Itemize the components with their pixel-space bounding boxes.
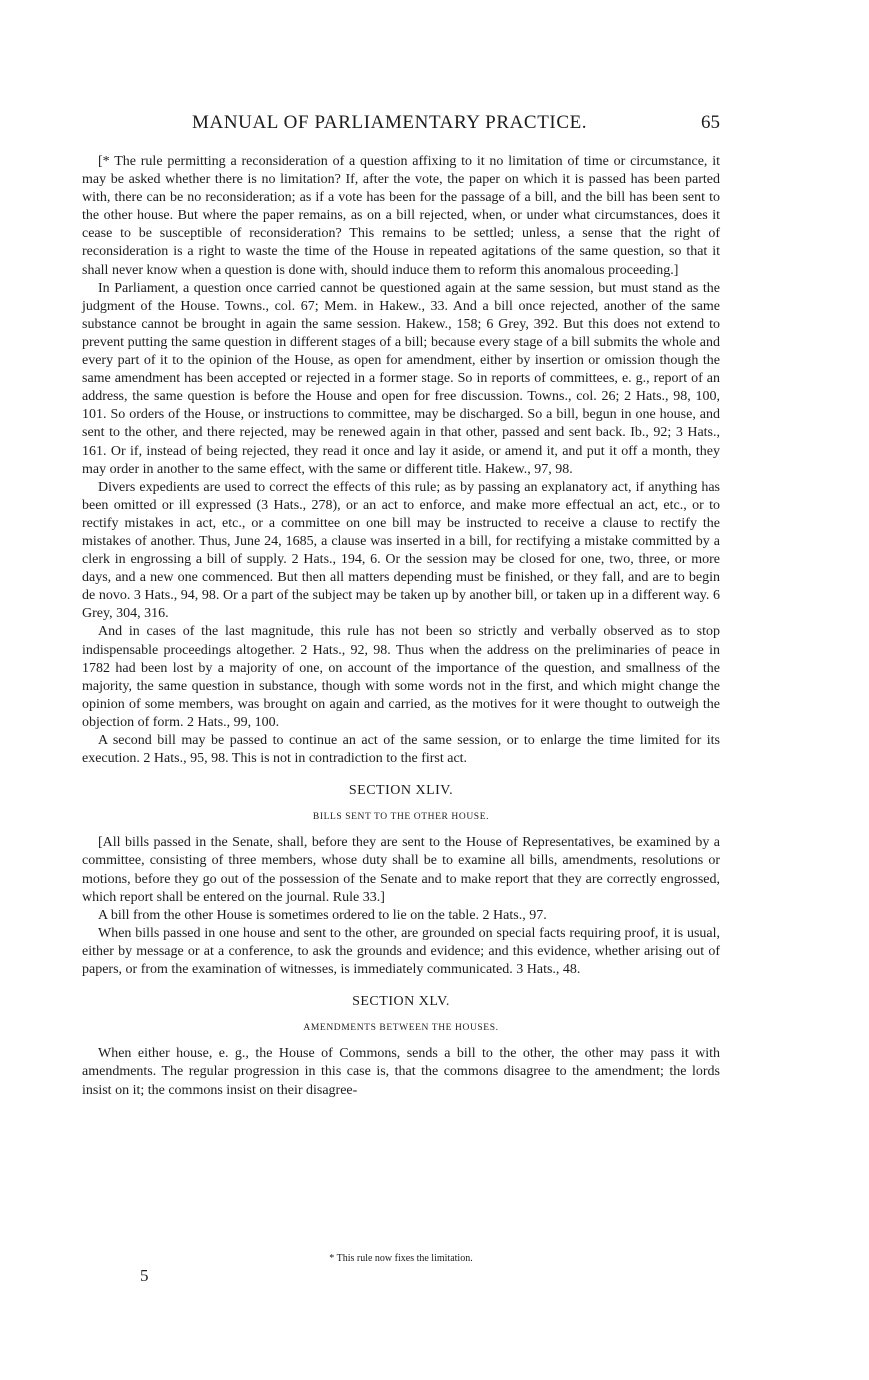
page-number: 65: [701, 112, 720, 133]
section-xliv-subheading: BILLS SENT TO THE OTHER HOUSE.: [312, 812, 490, 823]
paragraph-divers-expedients: Divers expedients are used to correct the effects of this rule; as by passing an explanatory act, if anything has been omitted or ill expressed (3 Hats., 278), or an act to enforce, and make more effectual an act, etc., or to rectify mistakes in act, etc., or a committee on one bill may be instructed to receive a clause to rectify the mistakes of another. Thus, June 24, 1685, a clause was inserted in a bill, for rectifying a mistake committed by a clerk in engrossing a bill of supply. 2 Hats., 194, 6. Or the session may be closed for one, two, three, or more days, and a new one commenced. But then all matters depending must be finished, or they fall, and are to begin de novo. 3 Hats., 94, 98. Or a part of the subject may be taken up by another bill, or taken up in a different way. 6 Grey, 304, 316.: [82, 479, 720, 622]
section-xlv-subheading: AMENDMENTS BETWEEN THE HOUSES.: [303, 1023, 499, 1034]
paragraph-second-bill: A second bill may be passed to continue an act of the same session, or to enlarge the time limited for its execution. 2 Hats., 95, 98. This is not in contradiction to the first act.: [82, 733, 720, 767]
running-header: [82, 112, 720, 140]
body-text: [82, 153, 720, 1100]
footnote: * This rule now fixes the limitation.: [329, 1253, 473, 1264]
document-page: [82, 0, 720, 1380]
paragraph-lie-on-table: A bill from the other House is sometimes ordered to lie on the table. 2 Hats., 97.: [98, 907, 547, 923]
signature-mark: 5: [140, 1266, 149, 1285]
paragraph-senate-bills: [All bills passed in the Senate, shall, before they are sent to the House of Representatives, be examined by a committee, consisting of three members, whose duty shall be to examine all bills, amendments, resolutions or motions, before they go out of the possession of the Senate and to make report that they are correctly engrossed, which report shall be entered on the journal. Rule 33.]: [82, 835, 720, 905]
section-xliv-heading: SECTION XLIV.: [348, 783, 454, 799]
paragraph-amendments: When either house, e. g., the House of Commons, sends a bill to the other, the other may pass it with amendments. The regular progression in this case is, that the commons disagree to the amendment; the lords insist on it; the commons insist on their disagree-: [82, 1046, 720, 1098]
paragraph-reconsideration-note: [* The rule permitting a reconsideration of a question affixing to it no limitation of time or circumstance, it may be asked whether there is no limitation? If, after the vote, the paper on which it is passed has been parted with, there can be no reconsideration; as if a vote has been for the passage of a bill, and the bill has been sent to the other house. But where the paper remains, as on a bill rejected, when, or under what circumstances, does it cease to be susceptible of reconsideration? This remains to be settled; unless, a sense that the right of reconsideration is a right to waste the time of the House in repeated agitations of the same question, so that it shall never know when a question is done with, should induce them to reform this anomalous proceeding.]: [82, 154, 720, 278]
section-xlv-heading: SECTION XLV.: [352, 994, 450, 1010]
page-header-title: MANUAL OF PARLIAMENTARY PRACTICE.: [192, 112, 588, 133]
paragraph-special-facts: When bills passed in one house and sent to the other, are grounded on special facts requiring proof, it is usual, either by message or at a conference, to ask the grounds and evidence; and this evidence, whether arising out of papers, or from the examination of witnesses, is immediately communicated. 3 Hats., 48.: [82, 925, 720, 978]
paragraph-last-magnitude: And in cases of the last magnitude, this rule has not been so strictly and verbally observed as to stop indispensable proceedings altogether. 2 Hats., 92, 98. Thus when the address on the preliminaries of peace in 1782 had been lost by a majority of one, on account of the importance of the question, and smallness of the majority, the same question in substance, though with some words not in the first, and which might change the opinion of some members, was brought on again and carried, as the motives for it were thought to outweigh the objection of form. 2 Hats., 99, 100.: [82, 624, 720, 730]
paragraph-parliament-rule: In Parliament, a question once carried cannot be questioned again at the same session, but must stand as the judgment of the House. Towns., col. 67; Mem. in Hakew., 33. And a bill once rejected, another of the same substance cannot be brought in again the same session. Hakew., 158; 6 Grey, 392. But this does not extend to prevent putting the same question in different stages of a bill; because every stage of a bill submits the whole and every part of it to the opinion of the House, as open for amendment, either by insertion or omission though the same amendment has been accepted or rejected in a former stage. So in reports of committees, e. g., report of an address, the same question is before the House and open for free discussion. Towns., col. 26; 2 Hats., 98, 100, 101. So orders of the House, or instructions to committee, may be discharged. So a bill, begun in one house, and sent to the other, and there rejected, may be renewed again in that other, passed and sent back. Ib., 92; 3 Hats., 161. Or if, instead of being rejected, they read it once and lay it aside, or amend it, and put it off a month, they may order in another to the same effect, with the same or different title. Hakew., 97, 98.: [82, 280, 720, 477]
